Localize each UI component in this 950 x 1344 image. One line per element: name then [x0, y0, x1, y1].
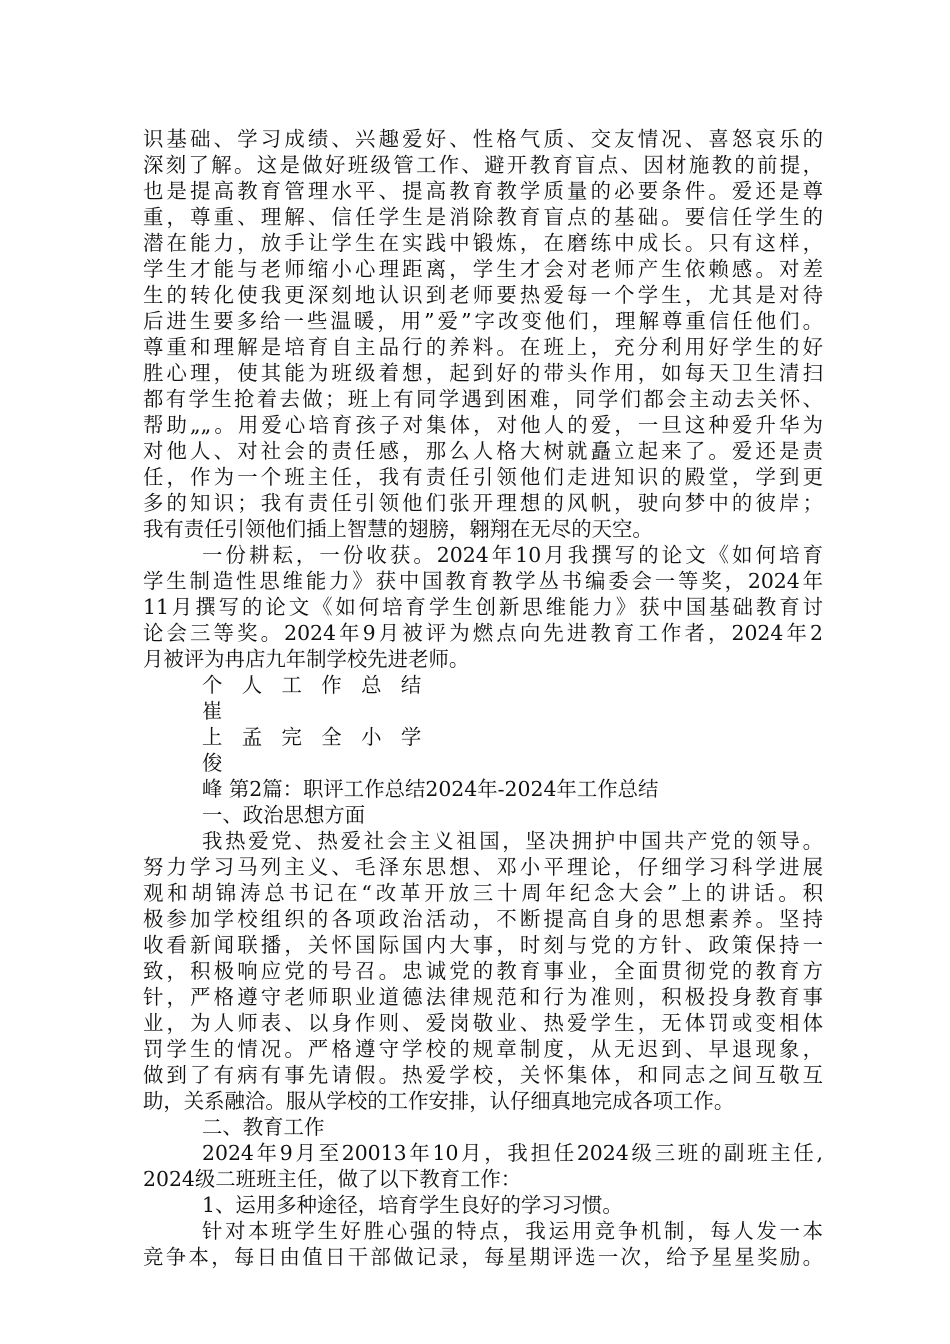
text-line: 努力学习马列主义、毛泽东思想、邓小平理论，仔细学习科学进展 — [143, 855, 823, 879]
text-line: 重，尊重、理解、信任学生是消除教育盲点的基础。要信任学生的 — [143, 205, 823, 229]
text-line: 也是提高教育管理水平、提高教育教学质量的必要条件。爱还是尊 — [143, 179, 823, 203]
paragraph-first-line: 2024年9月至20013年10月，我担任2024级三班的副班主任, — [202, 1141, 823, 1165]
text-line: 尊重和理解是培育自主品行的养料。在班上，充分利用好学生的好 — [143, 335, 823, 359]
text-line: 极参加学校组织的各项政治活动，不断提高自身的思想素养。坚持 — [143, 907, 823, 931]
text-line: 识基础、学习成绩、兴趣爱好、性格气质、交友情况、喜怒哀乐的 — [143, 127, 823, 151]
article-title-line: 峰 第2篇：职评工作总结2024年-2024年工作总结 — [202, 777, 659, 801]
text-line: 针，严格遵守老师职业道德法律规范和行为准则，积极投身教育事 — [143, 985, 823, 1009]
text-line: 深刻了解。这是做好班级管工作、避开教育盲点、因材施教的前提， — [143, 153, 823, 177]
paragraph-first-line: 我热爱党、热爱社会主义祖国，坚决拥护中国共产党的领导。 — [202, 829, 823, 853]
text-line: 胜心理，使其能为班级着想，起到好的带头作用，如每天卫生清扫 — [143, 361, 823, 385]
author-name-char: 俊 — [202, 751, 223, 775]
text-line: 多的知识；我有责任引领他们张开理想的风帆，驶向梦中的彼岸； — [143, 491, 823, 515]
text-line: 助，关系融洽。服从学校的工作安排，认仔细真地完成各项工作。 — [143, 1089, 735, 1113]
text-line: 论会三等奖。2024年9月被评为燃点向先进教育工作者，2024年2 — [143, 621, 823, 645]
text-line: 学生制造性思维能力》获中国教育教学丛书编委会一等奖，2024年 — [143, 569, 823, 593]
text-line: 收看新闻联播，关怀国际国内大事，时刻与党的方针、政策保持一 — [143, 933, 823, 957]
text-line: 帮助„„。用爱心培育孩子对集体，对他人的爱，一旦这种爱升华为 — [143, 413, 823, 437]
section-heading: 个人工作总结 — [202, 673, 441, 697]
paragraph-first-line: 一份耕耘，一份收获。2024年10月我撰写的论文《如何培育 — [202, 543, 823, 567]
text-line: 2024级二班班主任，做了以下教育工作： — [143, 1167, 522, 1191]
text-line: 生的转化使我更深刻地认识到老师要热爱每一个学生，尤其是对待 — [143, 283, 823, 307]
text-line: 做到了有病有事先请假。热爱学校，关怀集体，和同志之间互敬互 — [143, 1063, 823, 1087]
text-line: 潜在能力，放手让学生在实践中锻炼，在磨练中成长。只有这样， — [143, 231, 823, 255]
text-line: 学生才能与老师缩小心理距离，学生才会对老师产生依赖感。对差 — [143, 257, 823, 281]
text-line: 致，积极响应党的号召。忠诚党的教育事业，全面贯彻党的教育方 — [143, 959, 823, 983]
subheading-politics: 一、政治思想方面 — [202, 803, 366, 827]
text-line: 后进生要多给一些温暖，用”爱”字改变他们，理解尊重信任他们。 — [143, 309, 823, 333]
text-line: 都有学生抢着去做；班上有同学遇到困难，同学们都会主动去关怀、 — [143, 387, 823, 411]
text-line: 对他人、对社会的责任感，那么人格大树就矗立起来了。爱还是责 — [143, 439, 823, 463]
numbered-item: 1、运用多种途径，培育学生良好的学习习惯。 — [202, 1193, 623, 1217]
text-line: 任，作为一个班主任，我有责任引领他们走进知识的殿堂，学到更 — [143, 465, 823, 489]
school-name: 上孟完全小学 — [202, 725, 441, 749]
text-line: 业，为人师表、以身作则、爱岗敬业、热爱学生，无体罚或变相体 — [143, 1011, 823, 1035]
text-line: 罚学生的情况。严格遵守学校的规章制度，从无迟到、早退现象， — [143, 1037, 823, 1061]
text-line: 竞争本，每日由值日干部做记录，每星期评选一次，给予星星奖励。 — [143, 1245, 823, 1269]
text-line: 11月撰写的论文《如何培育学生创新思维能力》获中国基础教育讨 — [143, 595, 823, 619]
paragraph-first-line: 针对本班学生好胜心强的特点，我运用竞争机制，每人发一本 — [202, 1219, 823, 1243]
text-line: 月被评为冉店九年制学校先进老师。 — [143, 647, 470, 671]
author-surname: 崔 — [202, 699, 223, 723]
text-line: 观和胡锦涛总书记在“改革开放三十周年纪念大会”上的讲话。积 — [143, 881, 823, 905]
text-line: 我有责任引领他们插上智慧的翅膀，翱翔在无尽的天空。 — [143, 517, 653, 541]
subheading-education: 二、教育工作 — [202, 1115, 325, 1139]
